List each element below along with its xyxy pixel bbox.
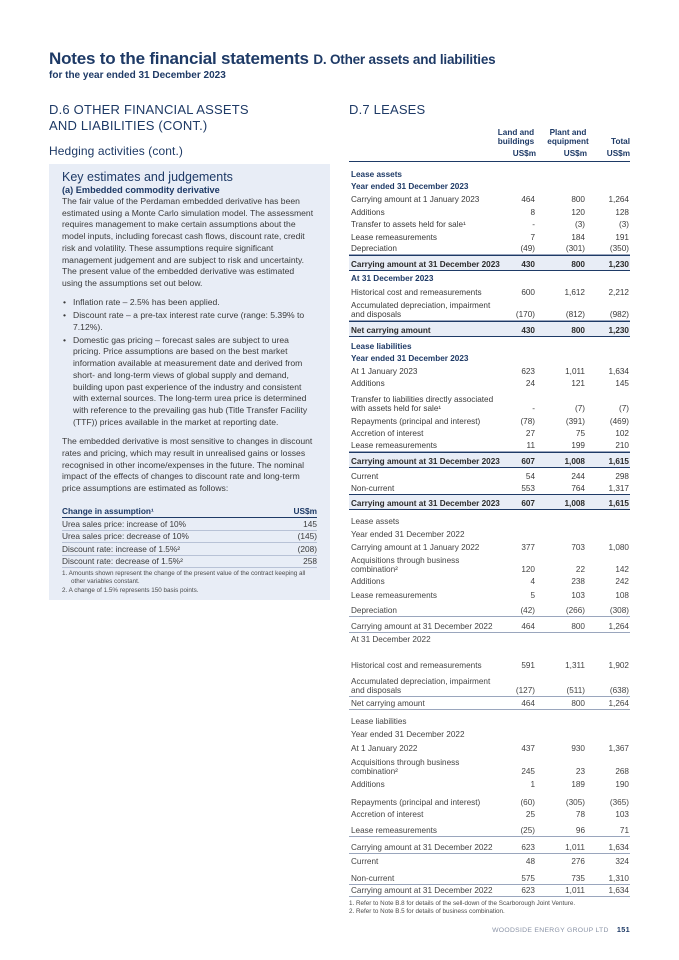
footer-company: WOODSIDE ENERGY GROUP LTD bbox=[492, 927, 609, 934]
footnote: 1. Refer to Note B.8 for details of the sell-down of the Scarborough Joint Venture. bbox=[349, 899, 576, 907]
lease-row bbox=[349, 553, 630, 575]
sensitivity-row bbox=[62, 543, 317, 555]
lease-row bbox=[349, 192, 630, 205]
lease-column-headers bbox=[349, 126, 630, 158]
lease-row-value-v1: (25) bbox=[520, 825, 535, 835]
lease-row bbox=[349, 230, 630, 243]
lease-row-label: Year ended 31 December 2023 bbox=[351, 354, 469, 363]
d7-section bbox=[349, 102, 630, 915]
lease-row-label: Accretion of interest bbox=[351, 809, 424, 819]
footnote: 2. A change of 1.5% represents 150 basis points. bbox=[62, 586, 199, 594]
d6-heading bbox=[49, 102, 330, 134]
assumption-item: • Discount rate – a pre-tax interest rate curve (range: 5.39% to 7.12%). bbox=[62, 310, 317, 333]
derivative-paragraph: The fair value of the Perdaman embedded derivative has been estimated using a Monte Carlo simulation model. The assessment requires management to make certain assumptions about the model inputs, including forecast cash flows, discount rate, credit risk and volatility. These assumptions require significant management judgement and are subject to risk and uncertainty. The present value of the embedded derivative was estimated using the assumptions set out below. bbox=[62, 196, 314, 288]
lease-footnotes bbox=[349, 900, 630, 917]
lease-row-value-v1: 464 bbox=[521, 621, 535, 631]
lease-row-value-v1: - bbox=[532, 220, 535, 229]
lease-row-value-v2: 764 bbox=[571, 483, 585, 493]
lease-row-value-v3: 108 bbox=[615, 590, 629, 600]
lease-row-value-v2: 199 bbox=[571, 440, 585, 450]
lease-row-value-v3: 128 bbox=[615, 207, 629, 217]
lease-row bbox=[349, 427, 630, 440]
lease-row-label: Lease remeasurements bbox=[351, 232, 438, 242]
d6-heading-line1: D.6 OTHER FINANCIAL ASSETS bbox=[49, 102, 249, 117]
lease-row-value-v2: 800 bbox=[571, 260, 585, 269]
lease-row-value-v3: (350) bbox=[609, 244, 629, 253]
lease-row-label: Repayments (principal and interest) bbox=[351, 797, 481, 807]
lease-row-value-v1: 437 bbox=[521, 743, 535, 753]
lease-row-value-v3: 1,080 bbox=[608, 542, 629, 552]
sensitivity-value: (145) bbox=[277, 530, 317, 542]
lease-row-value-v1: (127) bbox=[515, 685, 535, 695]
lease-row bbox=[349, 510, 630, 527]
lease-row-value-v3: 1,317 bbox=[608, 483, 629, 493]
lease-row bbox=[349, 740, 630, 754]
lease-row-value-v2: 120 bbox=[571, 207, 585, 217]
lease-row bbox=[349, 540, 630, 553]
lease-row-value-v2: (3) bbox=[574, 220, 585, 229]
lease-row-label: Non-current bbox=[351, 873, 395, 883]
lease-row-label: Accumulated depreciation, impairment and disposals bbox=[351, 676, 491, 695]
lease-row bbox=[349, 645, 630, 671]
lease-row bbox=[349, 243, 630, 256]
lease-row-label: Year ended 31 December 2022 bbox=[351, 729, 465, 739]
lease-row-label: Depreciation bbox=[351, 605, 397, 615]
lease-row-value-v2: 1,008 bbox=[564, 456, 585, 466]
lease-row-value-v1: 430 bbox=[521, 326, 535, 335]
lease-row-value-v2: 121 bbox=[571, 379, 585, 388]
lease-row-value-v3: 298 bbox=[615, 471, 629, 481]
lease-row-value-v1: 377 bbox=[521, 542, 535, 552]
lease-row-label: Current bbox=[351, 471, 379, 481]
lease-row bbox=[349, 218, 630, 231]
page-title-main: Notes to the financial statements bbox=[49, 49, 309, 68]
lease-row-value-v3: 142 bbox=[615, 564, 629, 574]
lease-row bbox=[349, 587, 630, 601]
lease-row-value-v3: (982) bbox=[609, 310, 629, 319]
lease-row bbox=[349, 255, 630, 271]
lease-row-value-v3: 242 bbox=[615, 576, 629, 586]
col-plant-line1: Plant and bbox=[549, 128, 587, 137]
lease-row bbox=[349, 377, 630, 389]
lease-row-value-v1: 575 bbox=[521, 873, 535, 883]
lease-row-value-v2: 800 bbox=[571, 698, 585, 708]
lease-row bbox=[349, 820, 630, 837]
lease-row bbox=[349, 352, 630, 364]
lease-row bbox=[349, 389, 630, 414]
footnote: 1. Amounts shown represent the change of the present value of the contract keeping all other variables constant. bbox=[62, 569, 306, 586]
lease-row-value-v3: (7) bbox=[618, 404, 629, 413]
lease-row-value-v2: 78 bbox=[575, 809, 585, 819]
lease-row-label: Carrying amount at 31 December 2023 bbox=[351, 260, 500, 269]
lease-row-value-v1: 4 bbox=[530, 576, 535, 586]
lease-row-label: Accumulated depreciation, impairment and disposals bbox=[351, 301, 491, 319]
lease-row-value-v3: 1,264 bbox=[608, 195, 629, 204]
header-rule bbox=[349, 161, 630, 162]
lease-row bbox=[349, 633, 630, 645]
unit-total: US$m bbox=[606, 149, 630, 158]
lease-row bbox=[349, 697, 630, 710]
lease-row-label: Net carrying amount bbox=[351, 326, 431, 335]
sensitivity-header-unit: US$m bbox=[277, 504, 317, 518]
lease-row-label: Carrying amount at 31 December 2022 bbox=[351, 621, 493, 631]
lease-row-value-v3: (638) bbox=[609, 685, 629, 695]
lease-row-value-v2: 96 bbox=[575, 825, 585, 835]
key-estimates-box bbox=[49, 164, 330, 600]
page-header bbox=[49, 49, 495, 81]
lease-row-value-v2: 1,612 bbox=[564, 288, 585, 297]
lease-row bbox=[349, 284, 630, 298]
lease-row-value-v3: 1,230 bbox=[608, 260, 629, 269]
lease-row-label: At 1 January 2023 bbox=[351, 367, 418, 376]
col-plant-equipment bbox=[546, 128, 590, 146]
lease-row-value-v1: (170) bbox=[515, 310, 535, 319]
lease-row-value-v2: 1,311 bbox=[565, 660, 585, 670]
lease-row-value-v1: - bbox=[532, 404, 535, 413]
lease-row-label: Additions bbox=[351, 779, 385, 789]
lease-row-value-v3: 1,634 bbox=[608, 885, 629, 895]
lease-row-value-v3: (469) bbox=[609, 416, 629, 426]
lease-row-value-v1: 24 bbox=[525, 379, 535, 388]
sensitivity-value: (208) bbox=[277, 543, 317, 555]
lease-row-value-v2: 75 bbox=[575, 429, 585, 438]
lease-row bbox=[349, 777, 630, 790]
col-total: Total bbox=[611, 137, 630, 146]
page-title bbox=[49, 49, 495, 69]
embedded-derivative-subtitle: (a) Embedded commodity derivative bbox=[62, 185, 220, 195]
sensitivity-row bbox=[62, 530, 317, 542]
lease-row-value-v1: 5 bbox=[530, 590, 535, 600]
leases-table bbox=[349, 164, 630, 917]
lease-row-value-v2: 1,011 bbox=[565, 885, 585, 895]
lease-row-value-v3: 103 bbox=[615, 809, 629, 819]
lease-row-value-v2: 238 bbox=[571, 576, 585, 586]
lease-row-value-v2: (305) bbox=[565, 797, 585, 807]
lease-row-value-v3: (3) bbox=[618, 220, 629, 229]
assumption-item: • Domestic gas pricing – forecast sales are subject to urea pricing. Price assumptions are based on the best market information available at measurement date and derived from short- and long-term views of global supply and demand, building upon past experience of the industry and consistent with external sources. The long-term urea price is determined with reference to the prevailing gas hub (Title Transfer Facility (TTF)) prices available in the market at reporting date. bbox=[62, 335, 317, 429]
lease-row-label: Current bbox=[351, 856, 379, 866]
lease-row-value-v1: 464 bbox=[521, 195, 535, 204]
col-land-line2: buildings bbox=[497, 137, 535, 146]
col-plant-line2: equipment bbox=[547, 137, 589, 146]
lease-row-value-v3: 102 bbox=[615, 429, 629, 438]
lease-row-value-v3: 71 bbox=[619, 825, 629, 835]
lease-row bbox=[349, 790, 630, 808]
unit-plant: US$m bbox=[563, 149, 587, 158]
lease-row-value-v3: 324 bbox=[615, 856, 629, 866]
lease-row-value-v3: 1,367 bbox=[608, 743, 629, 753]
lease-row-value-v2: 1,008 bbox=[564, 498, 585, 508]
lease-row-value-v3: 2,212 bbox=[608, 288, 629, 297]
lease-row-value-v2: (511) bbox=[566, 685, 585, 695]
unit-land: US$m bbox=[512, 149, 536, 158]
lease-row bbox=[349, 452, 630, 468]
lease-row bbox=[349, 468, 630, 482]
sensitivity-header-label: Change in assumption¹ bbox=[62, 504, 277, 518]
lease-row bbox=[349, 482, 630, 494]
sensitivity-label: Urea sales price: decrease of 10% bbox=[62, 530, 277, 542]
lease-row bbox=[349, 527, 630, 540]
lease-row-label: Depreciation bbox=[351, 244, 397, 253]
lease-row-label: Acquisitions through business combination² bbox=[351, 757, 460, 776]
lease-row-label: Accretion of interest bbox=[351, 429, 424, 438]
sensitivity-value: 258 bbox=[277, 555, 317, 567]
lease-row-label: Lease remeasurements bbox=[351, 590, 438, 600]
lease-row-value-v2: 703 bbox=[571, 542, 585, 552]
hedging-subheading: Hedging activities (cont.) bbox=[49, 144, 183, 158]
lease-row-label: Lease liabilities bbox=[351, 342, 412, 351]
lease-row-value-v3: 1,634 bbox=[608, 842, 629, 852]
lease-row-value-v1: 553 bbox=[521, 483, 535, 493]
lease-row-label: Carrying amount at 31 December 2023 bbox=[351, 456, 500, 466]
assumption-list bbox=[62, 297, 317, 429]
lease-row-value-v1: 607 bbox=[521, 456, 535, 466]
lease-row-value-v2: 1,011 bbox=[565, 367, 585, 376]
sensitivity-label: Urea sales price: increase of 10% bbox=[62, 518, 277, 530]
lease-row bbox=[349, 885, 630, 897]
lease-row bbox=[349, 439, 630, 452]
lease-row-value-v1: 11 bbox=[526, 440, 535, 450]
sensitivity-label: Discount rate: decrease of 1.5%² bbox=[62, 555, 277, 567]
lease-row bbox=[349, 854, 630, 867]
lease-row bbox=[349, 808, 630, 820]
lease-row-value-v1: 607 bbox=[521, 498, 535, 508]
lease-row bbox=[349, 601, 630, 617]
lease-row-value-v2: 1,011 bbox=[565, 842, 585, 852]
footnote: 2. Refer to Note B.5 for details of business combination. bbox=[349, 908, 505, 915]
lease-row-value-v3: (365) bbox=[609, 797, 629, 807]
lease-row-value-v2: 22 bbox=[575, 564, 585, 574]
lease-row-value-v1: 245 bbox=[521, 766, 535, 776]
key-estimates-title: Key estimates and judgements bbox=[62, 170, 233, 184]
lease-row-label: Additions bbox=[351, 207, 385, 217]
lease-row-value-v2: 800 bbox=[571, 195, 585, 204]
sensitivity-row bbox=[62, 518, 317, 530]
col-land-line1: Land and bbox=[497, 128, 535, 137]
lease-row bbox=[349, 671, 630, 697]
lease-row-value-v1: 600 bbox=[521, 288, 535, 297]
lease-row-value-v3: (308) bbox=[609, 605, 629, 615]
sensitivity-value: 145 bbox=[277, 518, 317, 530]
lease-row bbox=[349, 164, 630, 180]
lease-row-label: At 1 January 2022 bbox=[351, 743, 418, 753]
lease-row bbox=[349, 837, 630, 854]
lease-row-value-v3: 210 bbox=[615, 440, 629, 450]
lease-row-value-v1: 7 bbox=[530, 232, 535, 242]
lease-row-label: Carrying amount at 31 December 2022 bbox=[351, 885, 493, 895]
lease-row bbox=[349, 364, 630, 377]
lease-row-value-v1: 8 bbox=[530, 207, 535, 217]
sensitivity-label: Discount rate: increase of 1.5%² bbox=[62, 543, 277, 555]
lease-row-label: Repayments (principal and interest) bbox=[351, 416, 481, 426]
lease-row-label: Lease remeasurements bbox=[351, 825, 438, 835]
col-land-buildings bbox=[496, 128, 536, 146]
lease-row-label: At 31 December 2023 bbox=[351, 274, 434, 283]
lease-row-label: Net carrying amount bbox=[351, 698, 425, 708]
lease-row-value-v3: 1,230 bbox=[608, 326, 629, 335]
lease-row-value-v1: 623 bbox=[521, 367, 535, 376]
lease-row-value-v2: (301) bbox=[565, 244, 585, 253]
lease-row-value-v1: (60) bbox=[520, 797, 535, 807]
lease-row-value-v2: 800 bbox=[571, 621, 585, 631]
lease-row-label: Historical cost and remeasurements bbox=[351, 660, 482, 670]
lease-row-label: Carrying amount at 1 January 2023 bbox=[351, 195, 480, 204]
lease-row bbox=[349, 180, 630, 192]
lease-row-value-v1: 54 bbox=[525, 471, 535, 481]
lease-row bbox=[349, 271, 630, 284]
lease-row-label: Lease assets bbox=[351, 170, 402, 179]
lease-row-value-v2: (266) bbox=[565, 605, 585, 615]
lease-row-value-v1: 48 bbox=[525, 856, 535, 866]
lease-row-value-v2: (7) bbox=[574, 404, 585, 413]
lease-row-label: Carrying amount at 1 January 2022 bbox=[351, 542, 480, 552]
lease-row-value-v3: 1,310 bbox=[608, 873, 629, 883]
lease-row bbox=[349, 710, 630, 727]
lease-row-value-v2: (812) bbox=[565, 310, 585, 319]
sensitivity-footnotes bbox=[62, 570, 317, 595]
lease-row-value-v1: (42) bbox=[520, 605, 535, 615]
lease-row-value-v2: 800 bbox=[571, 326, 585, 335]
lease-row-label: Transfer to liabilities directly associated with assets held for sale¹ bbox=[351, 395, 494, 413]
lease-row-label: Additions bbox=[351, 379, 385, 388]
lease-row-value-v2: 184 bbox=[571, 232, 585, 242]
lease-row bbox=[349, 727, 630, 740]
lease-row-value-v3: 1,634 bbox=[608, 367, 629, 376]
lease-row-value-v3: 145 bbox=[615, 379, 629, 388]
assumption-item: • Inflation rate – 2.5% has been applied. bbox=[62, 297, 317, 309]
lease-row-value-v2: (391) bbox=[565, 416, 585, 426]
lease-row-label: Non-current bbox=[351, 483, 395, 493]
lease-row-value-v1: 591 bbox=[521, 660, 535, 670]
lease-row bbox=[349, 298, 630, 321]
lease-row-label: Carrying amount at 31 December 2023 bbox=[351, 498, 500, 508]
lease-row bbox=[349, 321, 630, 337]
lease-row-label: Year ended 31 December 2023 bbox=[351, 182, 469, 191]
lease-row-value-v2: 23 bbox=[575, 766, 585, 776]
lease-row-label: Acquisitions through business combination² bbox=[351, 555, 460, 574]
lease-row-value-v1: 27 bbox=[525, 429, 535, 438]
lease-row-value-v3: 268 bbox=[615, 766, 629, 776]
page-title-section: D. Other assets and liabilities bbox=[313, 52, 496, 67]
sensitivity-body bbox=[62, 518, 317, 568]
lease-row-label: Year ended 31 December 2022 bbox=[351, 529, 465, 539]
lease-row-label: At 31 December 2022 bbox=[351, 634, 431, 644]
page-number: 151 bbox=[616, 925, 630, 934]
lease-row bbox=[349, 754, 630, 777]
lease-row-value-v2: 189 bbox=[571, 779, 585, 789]
lease-row-value-v2: 930 bbox=[571, 743, 585, 753]
lease-row-value-v3: 1,615 bbox=[608, 498, 629, 508]
lease-row-value-v2: 244 bbox=[571, 471, 585, 481]
lease-row bbox=[349, 494, 630, 510]
lease-row bbox=[349, 337, 630, 352]
lease-row-value-v3: 190 bbox=[615, 779, 629, 789]
lease-row-value-v3: 1,902 bbox=[608, 660, 629, 670]
lease-row-value-v1: 623 bbox=[521, 842, 535, 852]
d7-heading: D.7 LEASES bbox=[349, 102, 426, 117]
lease-row-label: Historical cost and remeasurements bbox=[351, 288, 482, 297]
d6-heading-line2: AND LIABILITIES (CONT.) bbox=[49, 118, 208, 133]
lease-row-label: Carrying amount at 31 December 2022 bbox=[351, 842, 493, 852]
lease-row-value-v3: 1,615 bbox=[608, 456, 629, 466]
lease-row-value-v1: 25 bbox=[525, 809, 535, 819]
lease-row-value-v1: 430 bbox=[521, 260, 535, 269]
lease-row-label: Additions bbox=[351, 576, 385, 586]
sensitivity-paragraph: The embedded derivative is most sensitive to changes in discount rates and pricing, which may result in unrealised gains or losses recognised in other income/expenses in the future. The nominal impact of the effects of changes to discount rate and long-term price assumptions are estimated as follows: bbox=[62, 436, 313, 494]
lease-row-value-v1: 623 bbox=[521, 885, 535, 895]
lease-row-value-v1: (78) bbox=[520, 416, 535, 426]
d6-section bbox=[49, 102, 330, 158]
sensitivity-table bbox=[62, 504, 317, 568]
lease-row-label: Transfer to assets held for sale¹ bbox=[351, 220, 466, 229]
lease-row-value-v1: (49) bbox=[520, 244, 535, 253]
sensitivity-header-row bbox=[62, 504, 317, 518]
lease-row-value-v1: 120 bbox=[521, 564, 535, 574]
lease-row-label: Lease remeasurements bbox=[351, 440, 438, 450]
lease-row-value-v2: 735 bbox=[571, 873, 585, 883]
sensitivity-row bbox=[62, 555, 317, 567]
lease-row bbox=[349, 414, 630, 427]
lease-row-value-v1: 464 bbox=[521, 698, 535, 708]
lease-row-value-v3: 1,264 bbox=[608, 621, 629, 631]
lease-row-value-v3: 191 bbox=[615, 232, 629, 242]
page-subtitle: for the year ended 31 December 2023 bbox=[49, 70, 226, 81]
lease-row bbox=[349, 867, 630, 885]
lease-row-value-v1: 1 bbox=[530, 779, 535, 789]
lease-row bbox=[349, 617, 630, 633]
page-footer bbox=[492, 925, 630, 934]
lease-row-value-v3: 1,264 bbox=[608, 698, 629, 708]
lease-row-value-v2: 103 bbox=[571, 590, 585, 600]
lease-row bbox=[349, 575, 630, 587]
lease-row-value-v2: 276 bbox=[571, 856, 585, 866]
lease-row bbox=[349, 205, 630, 218]
lease-row-label: Lease assets bbox=[351, 516, 400, 526]
lease-row-label: Lease liabilities bbox=[351, 716, 407, 726]
